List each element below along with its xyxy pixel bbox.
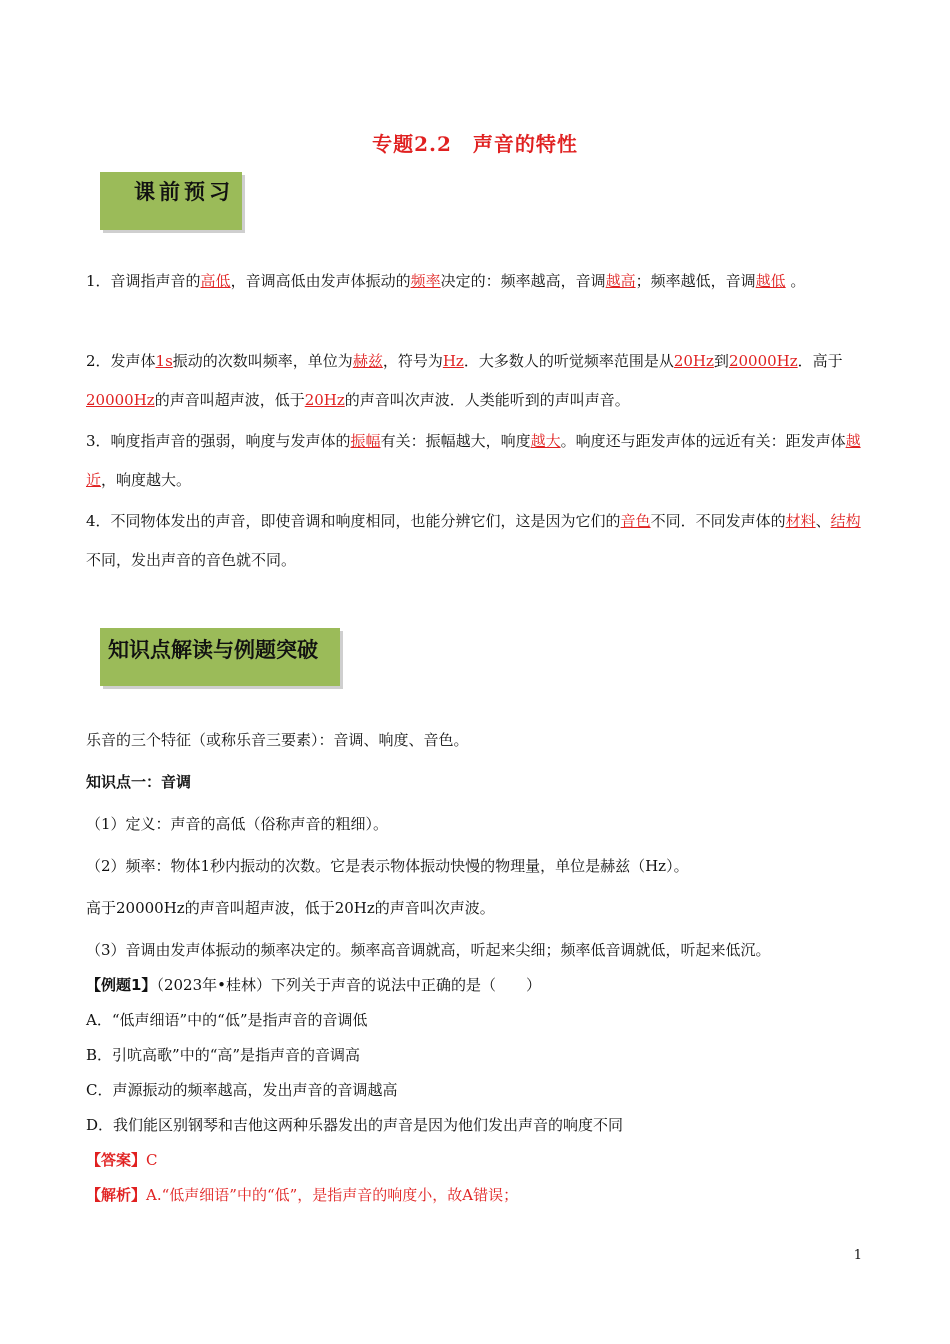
- answer-blank: 20Hz: [304, 391, 345, 409]
- answer-blank: 越高: [605, 272, 636, 290]
- pitch-line: （3）音调由发声体振动的频率决定的。频率高音调就高，听起来尖细；频率低音调就低，听起来低沉。: [86, 941, 771, 959]
- answer-blank: 越近: [86, 432, 861, 489]
- text: 2．发声体: [86, 352, 156, 370]
- answer-blank: 结构: [830, 512, 861, 530]
- intro-text: 乐音的三个特征（或称乐音三要素）：音调、响度、音色。: [86, 731, 469, 749]
- paragraph-4: [86, 502, 866, 580]
- text: 的声音叫次声波．人类能听到的声叫声音。: [344, 391, 630, 409]
- text: ．大多数人的听觉频率范围是从: [463, 352, 674, 370]
- page-number: 1: [853, 1248, 862, 1263]
- text: 有关：振幅越大，响度: [380, 432, 531, 450]
- answer-blank: 20000Hz: [86, 391, 155, 409]
- text: 到: [713, 352, 729, 370]
- paragraph-2: [86, 342, 866, 420]
- example-stem: [86, 973, 876, 997]
- option-d: D．我们能区别钢琴和吉他这两种乐器发出的声音是因为他们发出声音的响度不同: [86, 1116, 624, 1134]
- text: ．高于: [797, 352, 843, 370]
- text: 决定的：频率越高，音调: [440, 272, 606, 290]
- analysis-line: [86, 1183, 876, 1207]
- example-question: （2023年•桂林）下列关于声音的说法中正确的是（ ）: [156, 976, 541, 994]
- text: 。: [785, 272, 806, 290]
- answer-blank: Hz: [442, 352, 464, 370]
- text: 的声音叫超声波，低于: [154, 391, 305, 409]
- answer-blank: 音色: [620, 512, 651, 530]
- answer-blank: 20Hz: [673, 352, 714, 370]
- answer-blank: 越大: [530, 432, 561, 450]
- answer-blank: 1s: [155, 352, 173, 370]
- answer-blank: 20000Hz: [728, 352, 798, 370]
- text: ，符号为: [382, 352, 443, 370]
- text: 振动的次数叫频率，单位为: [172, 352, 353, 370]
- text: ，音调高低由发声体振动的: [230, 272, 411, 290]
- page-title: 专题2.2 声音的特性: [372, 132, 578, 156]
- answer-blank: 振幅: [350, 432, 381, 450]
- text: 3．响度指声音的强弱，响度与发声体的: [86, 432, 351, 450]
- answer-tag: 【答案】: [86, 1151, 147, 1169]
- answer-blank: 高低: [200, 272, 231, 290]
- text: 不同．不同发声体的: [650, 512, 786, 530]
- frequency-line: （2）频率：物体1秒内振动的次数。它是表示物体振动快慢的物理量，单位是赫兹（Hz）。: [86, 857, 689, 875]
- text: 1．音调指声音的: [86, 272, 201, 290]
- section-header-knowledge: 知识点解读与例题突破: [100, 628, 340, 686]
- text: 、: [815, 512, 831, 530]
- section-header-preview: 课前预习: [100, 172, 242, 230]
- answer-value: C: [146, 1151, 158, 1169]
- analysis-tag: 【解析】: [86, 1186, 147, 1204]
- option-c: C．声源振动的频率越高，发出声音的音调越高: [86, 1081, 398, 1099]
- text: 不同，发出声音的音色就不同。: [86, 551, 297, 569]
- answer-blank: 材料: [785, 512, 816, 530]
- option-b: B．引吭高歌”中的“高”是指声音的音调高: [86, 1046, 361, 1064]
- text: 。响度还与距发声体的远近有关：距发声体: [560, 432, 846, 450]
- answer-blank: 频率: [410, 272, 441, 290]
- paragraph-3: [86, 422, 866, 500]
- answer-line: [86, 1148, 876, 1172]
- definition-line: （1）定义：声音的高低（俗称声音的粗细）。: [86, 815, 389, 833]
- text: 4．不同物体发出的声音，即使音调和响度相同，也能分辨它们，这是因为它们的: [86, 512, 621, 530]
- analysis-text: A.“低声细语”中的“低”，是指声音的响度小，故A错误；: [146, 1186, 519, 1204]
- paragraph-1: [86, 262, 866, 301]
- answer-blank: 赫兹: [352, 352, 383, 370]
- text: ，响度越大。: [101, 471, 192, 489]
- example-tag: 【例题1】: [86, 976, 157, 994]
- option-a: A．“低声细语”中的“低”是指声音的音调低: [86, 1011, 368, 1029]
- ultrasound-line: 高于20000Hz的声音叫超声波，低于20Hz的声音叫次声波。: [86, 899, 495, 917]
- knowledge-point-heading: 知识点一：音调: [86, 773, 192, 791]
- answer-blank: 越低: [755, 272, 786, 290]
- text: ；频率越低，音调: [635, 272, 756, 290]
